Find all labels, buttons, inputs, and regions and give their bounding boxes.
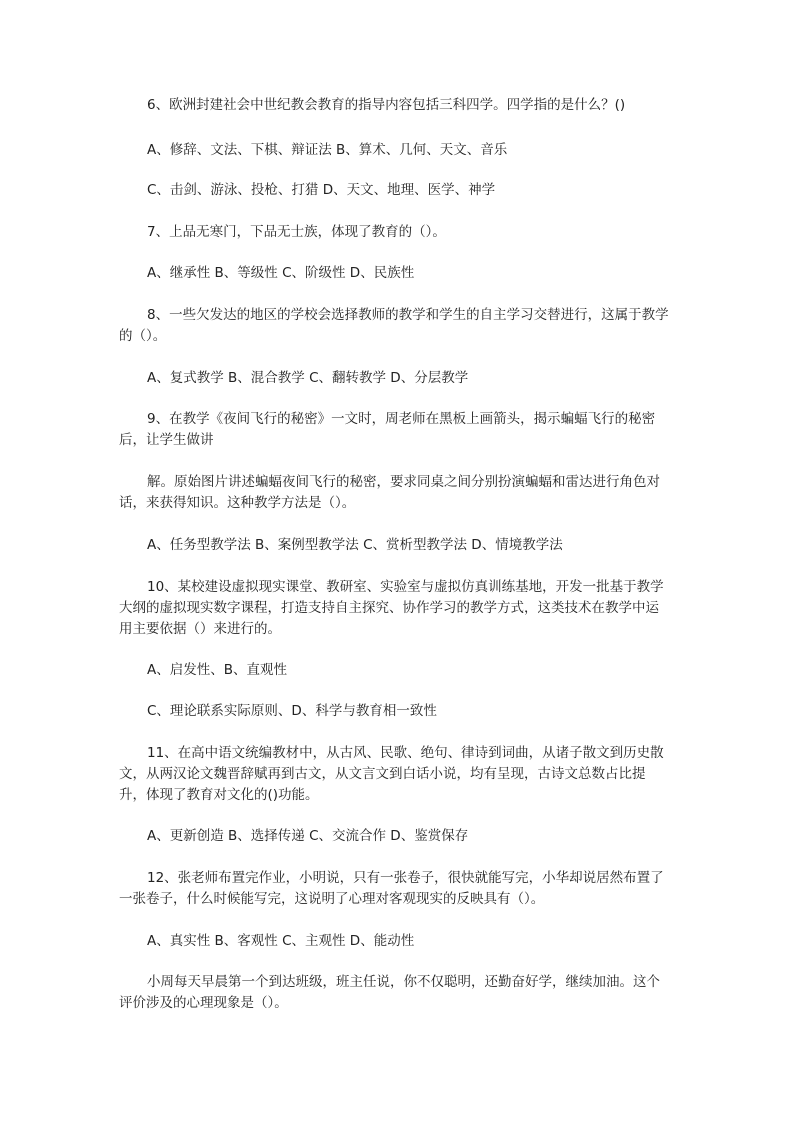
question-12: 12、张老师布置完作业，小明说，只有一张卷子，很快就能写完，小华却说居然布置了一张卷子，什么时候能写完，这说明了心理对客观现实的反映具有（）。 bbox=[119, 870, 664, 907]
question-9: 9、在教学《夜间飞行的秘密》一文时，周老师在黑板上画箭头，揭示蝙蝠飞行的秘密后，让学生做讲 bbox=[119, 411, 656, 448]
question-13: 小周每天早晨第一个到达班级，班主任说，你不仅聪明，还勤奋好学，继续加油。这个评价涉及的心理现象是（）。 bbox=[119, 974, 660, 1011]
question-8: 8、一些欠发达的地区的学校会选择教师的教学和学生的自主学习交替进行，这属于教学的（）。 bbox=[119, 307, 669, 344]
question-11-options: A、更新创造 B、选择传递 C、交流合作 D、鉴赏保存 bbox=[147, 828, 469, 844]
question-10-options-cd: C、理论联系实际原则、D、科学与教育相一致性 bbox=[147, 703, 437, 719]
question-7-options: A、继承性 B、等级性 C、阶级性 D、民族性 bbox=[147, 265, 415, 281]
question-6-options-ab: A、修辞、文法、下棋、辩证法 B、算术、几何、天文、音乐 bbox=[147, 142, 508, 158]
question-6: 6、欧洲封建社会中世纪教会教育的指导内容包括三科四学。四学指的是什么？() bbox=[147, 97, 626, 113]
question-8-options: A、复式教学 B、混合教学 C、翻转教学 D、分层教学 bbox=[147, 370, 469, 386]
question-11: 11、在高中语文统编教材中，从古风、民歌、绝句、律诗到词曲，从诸子散文到历史散文，从两汉论文魏晋辞赋再到古文，从文言文到白话小说，均有呈现，古诗文总数占比提升，体现了教育对文化的()功能。 bbox=[119, 745, 664, 803]
question-10-options-ab: A、启发性、B、直观性 bbox=[147, 662, 287, 678]
question-9-continued: 解。原始图片讲述蝙蝠夜间飞行的秘密，要求同桌之间分别扮演蝙蝠和雷达进行角色对话，来获得知识。这种教学方法是（）。 bbox=[119, 474, 660, 511]
question-10: 10、某校建设虚拟现实课堂、教研室、实验室与虚拟仿真训练基地，开发一批基于教学大纲的虚拟现实数字课程，打造支持自主探究、协作学习的教学方式，这类技术在教学中运用主要依据（）来进行的。 bbox=[119, 579, 664, 637]
question-12-options: A、真实性 B、客观性 C、主观性 D、能动性 bbox=[147, 933, 415, 949]
question-7: 7、上品无寒门，下品无士族，体现了教育的（）。 bbox=[147, 224, 446, 240]
question-6-options-cd: C、击剑、游泳、投枪、打猎 D、天文、地理、医学、神学 bbox=[147, 182, 496, 198]
question-9-options: A、任务型教学法 B、案例型教学法 C、赏析型教学法 D、情境教学法 bbox=[147, 537, 563, 553]
